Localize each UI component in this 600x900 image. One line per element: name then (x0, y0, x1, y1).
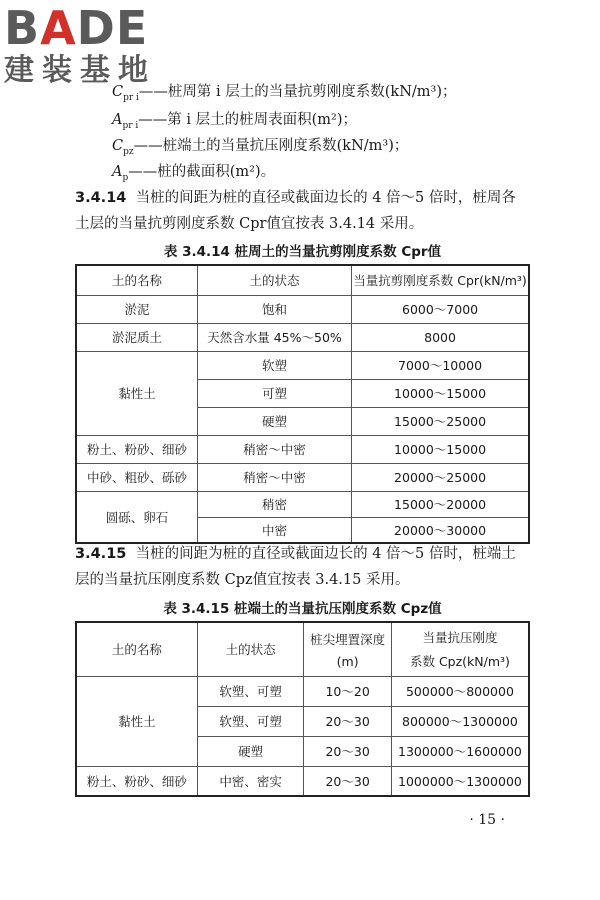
header-cell: 当量抗剪刚度系数 Cpr(kN/m³) (352, 265, 529, 295)
logo-subtitle: 建装基地 (4, 53, 156, 88)
table-row: 黏性土 软塑 7000～10000 (76, 351, 529, 379)
page-number: · 15 · (469, 812, 505, 828)
definition-ap: $A_p——$桩的截面积(m²)。 (112, 164, 276, 183)
definition-cpri: $C_{pr i}——$桩周第 i 层土的当量抗剪刚度系数(kN/m³)； (112, 84, 457, 103)
header-cell: 土的名称 (76, 622, 197, 676)
table-row: 淤泥质土 天然含水量 45%～50% 8000 (76, 323, 529, 351)
section-text: 当桩的间距为桩的直径或截面边长的 4 倍～5 倍时，桩周各土层的当量抗剪刚度系数 Cpr值宜按表 3.4.14 采用。 (75, 190, 516, 232)
logo-text: BADE (4, 1, 149, 55)
table-row: 硬塑 15000～25000 (76, 407, 529, 435)
header-cell: 当量抗压刚度 系数 Cpz(kN/m³) (391, 622, 529, 676)
table-row: 黏性土 软塑、可塑 10～20 500000～800000 (76, 676, 529, 706)
table-row: 粉土、粉砂、细砂 稍密～中密 10000～15000 (76, 435, 529, 463)
table-3-4-14 (75, 264, 530, 544)
table-row: 淤泥 饱和 6000～7000 (76, 295, 529, 323)
header-cell: 土的状态 (197, 622, 303, 676)
table-row: 软塑、可塑 20～30 800000～1300000 (76, 706, 529, 736)
table-row: 粉土、粉砂、细砂 中密、密实 20～30 1000000～1300000 (76, 766, 529, 796)
table-caption: 表 3.4.15 桩端土的当量抗压刚度系数 Cpz值 (163, 601, 442, 617)
table-row: 硬塑 20～30 1300000～1600000 (76, 736, 529, 766)
table-header-row (76, 622, 529, 676)
definition-cpz: $C_{pz}——$桩端土的当量抗压刚度系数(kN/m³)； (112, 138, 409, 157)
definition-apri: $A_{pr i}——$第 i 层土的桩周表面积(m²)； (112, 112, 358, 131)
section-3-4-15 (75, 541, 530, 593)
section-number: 3.4.15 (75, 546, 127, 562)
section-text: 当桩的间距为桩的直径或截面边长的 4 倍～5 倍时，桩端土层的当量抗压刚度系数 Cpz值宜按表 3.4.15 采用。 (75, 546, 516, 588)
section-number: 3.4.14 (75, 190, 127, 206)
table-caption: 表 3.4.14 桩周土的当量抗剪刚度系数 Cpr值 (163, 244, 442, 260)
table-row: 圆砾、卵石 稍密 15000～20000 (76, 491, 529, 517)
header-cell: 土的名称 (76, 265, 197, 295)
table-row: 中砂、粗砂、砾砂 稍密～中密 20000～25000 (76, 463, 529, 491)
header-cell: 桩尖埋置深度 (m) (304, 622, 392, 676)
table-row: 中密 20000～30000 (76, 517, 529, 543)
header-cell: 土的状态 (197, 265, 351, 295)
bade-logo (4, 1, 156, 88)
table-header-row (76, 265, 529, 295)
table-3-4-15 (75, 621, 530, 797)
table-row: 可塑 10000～15000 (76, 379, 529, 407)
section-3-4-14 (75, 185, 530, 237)
